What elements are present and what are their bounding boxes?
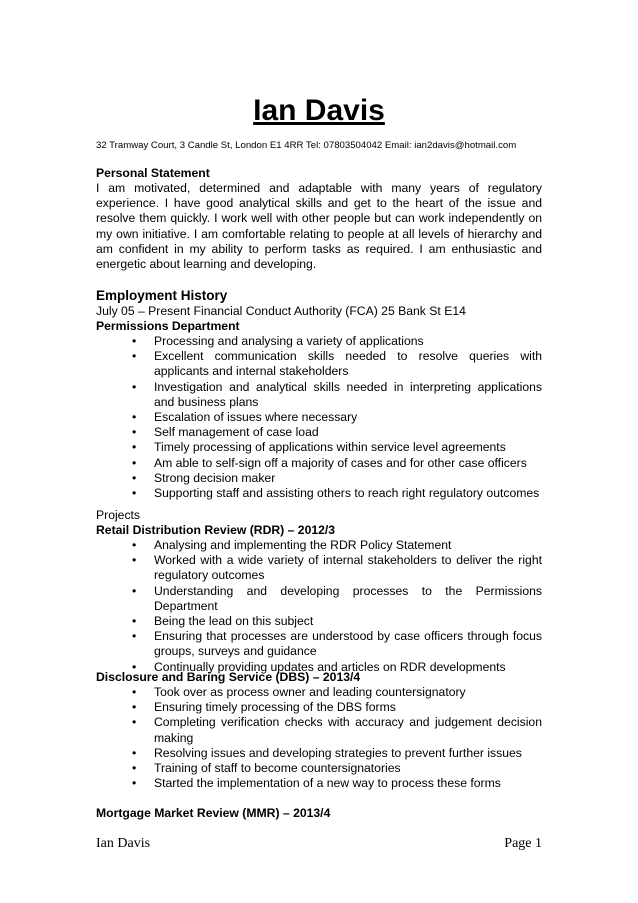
bullet-icon: • [132, 776, 137, 791]
bullet-item [96, 629, 542, 659]
bullet-icon: • [132, 470, 137, 485]
projects-label: Projects [96, 508, 141, 522]
bullet-text: Analysing and implementing the RDR Policy Statement [154, 538, 452, 552]
personal-statement-title: Personal Statement [96, 166, 210, 180]
bullet-icon: • [132, 700, 137, 715]
bullet-item [96, 746, 542, 761]
bullet-text: Timely processing of applications within service level agreements [154, 440, 506, 455]
dbs-section [96, 670, 542, 791]
bullet-text: Am able to self-sign off a majority of cases and for other case officers [154, 455, 527, 470]
bullet-icon: • [132, 538, 137, 552]
rdr-bullets [96, 538, 542, 675]
bullet-item [96, 380, 542, 410]
page-footer [96, 836, 542, 852]
bullet-icon: • [132, 334, 137, 348]
bullet-icon: • [132, 583, 137, 598]
bullet-text: Escalation of issues where necessary [154, 410, 358, 425]
bullet-text: Investigation and analytical skills needed in interpreting applications and business plans [154, 379, 542, 409]
bullet-text: Resolving issues and developing strategies to prevent further issues [154, 745, 522, 760]
footer-page-number: Page 1 [504, 836, 542, 851]
employment-bullets [96, 334, 542, 501]
bullet-icon: • [132, 614, 137, 629]
dbs-title: Disclosure and Baring Service (DBS) – 2013/4 [96, 670, 361, 684]
bullet-text: Continually providing updates and articles on RDR developments [154, 659, 506, 674]
bullet-text: Processing and analysing a variety of applications [154, 334, 424, 348]
employment-role-line: July 05 – Present Financial Conduct Authority (FCA) 25 Bank St E14 [96, 304, 466, 318]
bullet-icon: • [132, 455, 137, 470]
bullet-item [96, 349, 542, 379]
bullet-item [96, 776, 542, 791]
bullet-icon: • [132, 685, 137, 699]
bullet-text: Understanding and developing processes to the Permissions Department [154, 583, 542, 613]
bullet-text: Started the implementation of a new way to process these forms [154, 776, 501, 791]
bullet-item [96, 538, 542, 553]
bullet-item [96, 715, 542, 745]
bullet-text: Being the lead on this subject [154, 614, 314, 629]
bullet-item [96, 700, 542, 715]
bullet-text: Supporting staff and assisting others to reach right regulatory outcomes [154, 486, 540, 501]
bullet-icon: • [132, 410, 137, 425]
bullet-icon: • [132, 745, 137, 760]
bullet-item [96, 425, 542, 440]
bullet-icon: • [132, 379, 137, 394]
bullet-text: Self management of case load [154, 425, 319, 440]
bullet-icon: • [132, 715, 137, 730]
employment-department: Permissions Department [96, 319, 240, 333]
bullet-item [96, 761, 542, 776]
bullet-icon: • [132, 659, 137, 674]
bullet-text: Worked with a wide variety of internal stakeholders to deliver the right regulatory outcomes [154, 553, 542, 583]
bullet-item [96, 553, 542, 583]
projects-section [96, 508, 542, 675]
bullet-icon: • [132, 425, 137, 440]
bullet-item [96, 410, 542, 425]
bullet-text: Ensuring timely processing of the DBS forms [154, 700, 396, 715]
bullet-text: Training of staff to become countersignatories [154, 761, 401, 776]
bullet-text: Excellent communication skills needed to resolve queries with applicants and internal stakeholders [154, 349, 542, 379]
resume-name: Ian Davis [253, 94, 385, 127]
employment-section [96, 288, 542, 501]
mmr-section [96, 806, 542, 821]
bullet-item [96, 456, 542, 471]
bullet-icon: • [132, 486, 137, 501]
mmr-title: Mortgage Market Review (MMR) – 2013/4 [96, 806, 331, 820]
contact-line: 32 Tramway Court, 3 Candle St, London E1 4RR Tel: 07803504042 Email: ian2davis@hotmail.com [96, 140, 517, 151]
bullet-icon: • [132, 349, 137, 364]
bullet-text: Took over as process owner and leading countersignatory [154, 685, 466, 699]
bullet-icon: • [132, 440, 137, 455]
bullet-icon: • [132, 629, 137, 644]
bullet-text: Strong decision maker [154, 470, 276, 485]
dbs-bullets [96, 685, 542, 791]
bullet-item [96, 486, 542, 501]
bullet-item [96, 334, 542, 349]
personal-statement-text: I am motivated, determined and adaptable with many years of regulatory experience. I have good analytical skills and get to the heart of the issue and resolve them quickly. I work well with other people but can work independently on my own initiative. I am comfortable relating to people at all levels of hierarchy and am confident in my ability to perform tasks as required. I am enthusiastic and energetic about learning and developing. [96, 181, 542, 272]
bullet-item [96, 614, 542, 629]
employment-title: Employment History [96, 288, 228, 303]
bullet-text: Completing verification checks with accuracy and judgement decision making [154, 715, 542, 745]
bullet-icon: • [132, 553, 137, 568]
bullet-icon: • [132, 761, 137, 776]
personal-statement-section [96, 166, 542, 272]
bullet-item [96, 584, 542, 614]
bullet-text: Ensuring that processes are understood by case officers through focus groups, surveys and guidance [154, 629, 542, 659]
bullet-item [96, 440, 542, 455]
rdr-title: Retail Distribution Review (RDR) – 2012/3 [96, 523, 336, 537]
bullet-item [96, 685, 542, 700]
footer-name: Ian Davis [96, 836, 151, 851]
bullet-item [96, 471, 542, 486]
